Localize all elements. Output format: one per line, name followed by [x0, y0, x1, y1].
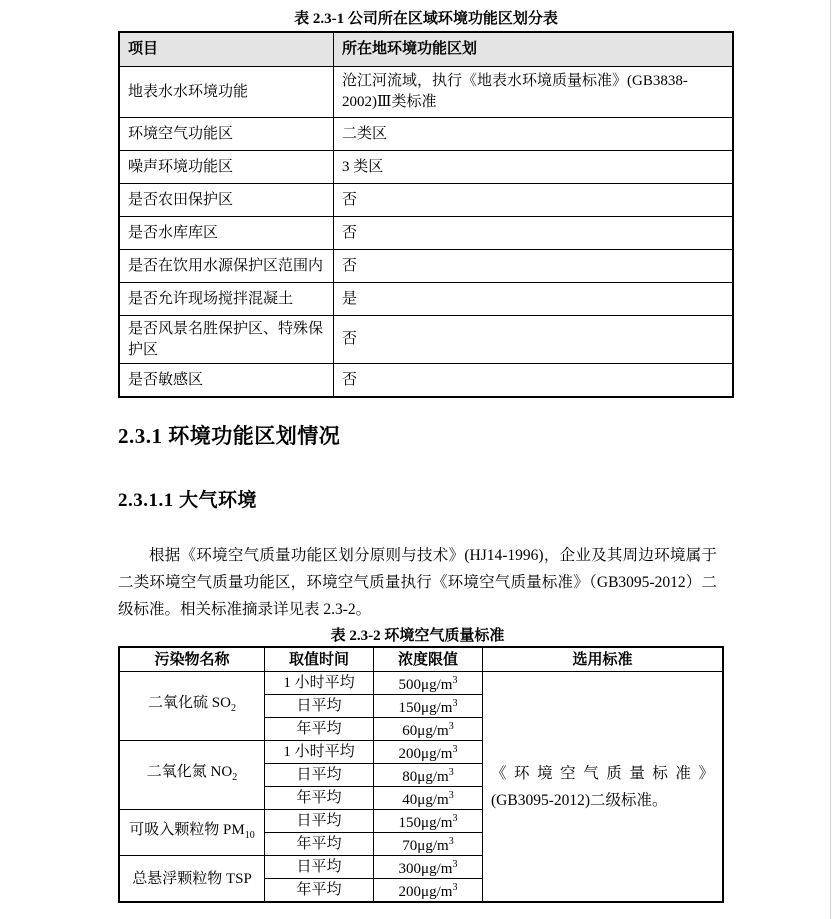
- pollutant-cell: 二氧化硫 $SO_2$: [119, 672, 265, 741]
- period-cell: 年平均: [265, 879, 374, 903]
- value-cell: 二类区: [334, 118, 734, 151]
- environment-function-zoning-table: [118, 31, 734, 398]
- period-cell: 年平均: [265, 833, 374, 856]
- period-cell: 日平均: [265, 810, 374, 833]
- period-cell: 年平均: [265, 718, 374, 741]
- air-quality-standard-table: [118, 646, 724, 903]
- pollutant-cell: 总悬浮颗粒物 TSP: [119, 856, 265, 903]
- table2-header-row: [119, 647, 723, 672]
- value-cell: 否: [334, 364, 734, 398]
- item-cell: 环境空气功能区: [119, 118, 334, 151]
- table1-header: [119, 32, 733, 67]
- unit-superscript: 3: [448, 836, 454, 847]
- table1-caption: 表 2.3-1 公司所在区域环境功能区划分表: [294, 11, 558, 27]
- page-right-edge: [830, 0, 831, 919]
- table1-header-item: 项目: [119, 32, 334, 67]
- table-row: [119, 184, 733, 217]
- value-cell: 否: [334, 250, 734, 283]
- table-row: [119, 283, 733, 316]
- unit-superscript: 3: [452, 882, 458, 893]
- item-cell: 地表水水环境功能: [119, 67, 334, 118]
- unit-superscript: 3: [448, 790, 454, 801]
- item-cell: 是否在饮用水源保护区范围内: [119, 250, 334, 283]
- air-environment-paragraph: 根据《环境空气质量功能区划分原则与技术》(HJ14-1996)，企业及其周边环境属于二类环境空气质量功能区，环境空气质量执行《环境空气质量标准》（GB3095-2012）二级标准。相关标准摘录详见表 2.3-2。: [118, 547, 717, 618]
- value-cell: 是: [334, 283, 734, 316]
- table-row: [119, 118, 733, 151]
- table2-header-limit: 浓度限值: [374, 647, 483, 672]
- selected-standard-cell: [483, 672, 724, 903]
- table1-header-zoning: 所在地环境功能区划: [334, 32, 734, 67]
- unit-superscript: 3: [452, 813, 458, 824]
- value-cell: 否: [334, 184, 734, 217]
- period-cell: 日平均: [265, 695, 374, 718]
- value-cell: 否: [334, 217, 734, 250]
- unit-superscript: 3: [452, 859, 458, 870]
- limit-cell: $80\mu g/m^3$: [374, 764, 483, 787]
- limit-cell: $500\mu g/m^3$: [374, 672, 483, 695]
- item-cell: 是否风景名胜保护区、特殊保护区: [119, 316, 334, 364]
- period-cell: 日平均: [265, 856, 374, 879]
- limit-cell: $200\mu g/m^3$: [374, 879, 483, 903]
- item-cell: 是否水库库区: [119, 217, 334, 250]
- table2-header-standard: 选用标准: [483, 647, 724, 672]
- item-cell: 是否农田保护区: [119, 184, 334, 217]
- unit-superscript: 3: [448, 767, 454, 778]
- table1-body: [119, 67, 733, 398]
- limit-cell: $300\mu g/m^3$: [374, 856, 483, 879]
- table-row: [119, 672, 723, 695]
- table2-header-period: 取值时间: [265, 647, 374, 672]
- unit-superscript: 3: [452, 698, 458, 709]
- section-heading-2-3-1: 2.3.1 环境功能区划情况: [118, 424, 341, 448]
- pollutant-cell: 可吸入颗粒物 $PM_{10}$: [119, 810, 265, 856]
- page-content: [118, 0, 734, 903]
- table2-body: [119, 672, 723, 903]
- table-row: [119, 250, 733, 283]
- item-cell: 是否敏感区: [119, 364, 334, 398]
- period-cell: 年平均: [265, 787, 374, 810]
- table1-header-row: [119, 32, 733, 67]
- table-row: [119, 217, 733, 250]
- value-cell: 沧江河流域，执行《地表水环境质量标准》(GB3838-2002)Ⅲ类标准: [334, 67, 734, 118]
- table2-header: [119, 647, 723, 672]
- table-row: [119, 364, 733, 398]
- table-row: [119, 67, 733, 118]
- item-cell: 噪声环境功能区: [119, 151, 334, 184]
- limit-cell: $150\mu g/m^3$: [374, 695, 483, 718]
- table-row: [119, 151, 733, 184]
- item-cell: 是否允许现场搅拌混凝土: [119, 283, 334, 316]
- period-cell: 1 小时平均: [265, 741, 374, 764]
- standard-title-line: 《环境空气质量标准》: [491, 764, 714, 782]
- limit-cell: $200\mu g/m^3$: [374, 741, 483, 764]
- pollutant-cell: 二氧化氮 $NO_2$: [119, 741, 265, 810]
- pollutant-subscript: 2: [232, 772, 238, 783]
- unit-superscript: 3: [452, 744, 458, 755]
- table2-caption: 表 2.3-2 环境空气质量标准: [330, 628, 505, 644]
- limit-cell: $60\mu g/m^3$: [374, 718, 483, 741]
- unit-superscript: 3: [452, 675, 458, 686]
- limit-cell: $70\mu g/m^3$: [374, 833, 483, 856]
- value-cell: 3 类区: [334, 151, 734, 184]
- standard-code-line: (GB3095-2012)二级标准。: [491, 791, 668, 809]
- limit-cell: $40\mu g/m^3$: [374, 787, 483, 810]
- period-cell: 1 小时平均: [265, 672, 374, 695]
- value-cell: 否: [334, 316, 734, 364]
- pollutant-subscript: 2: [230, 703, 236, 714]
- unit-superscript: 3: [448, 721, 454, 732]
- pollutant-subscript: 10: [244, 829, 255, 841]
- table2-header-pollutant: 污染物名称: [119, 647, 265, 672]
- table-row: [119, 316, 733, 364]
- period-cell: 日平均: [265, 764, 374, 787]
- limit-cell: $150\mu g/m^3$: [374, 810, 483, 833]
- subsection-heading-2-3-1-1: 2.3.1.1 大气环境: [118, 490, 258, 511]
